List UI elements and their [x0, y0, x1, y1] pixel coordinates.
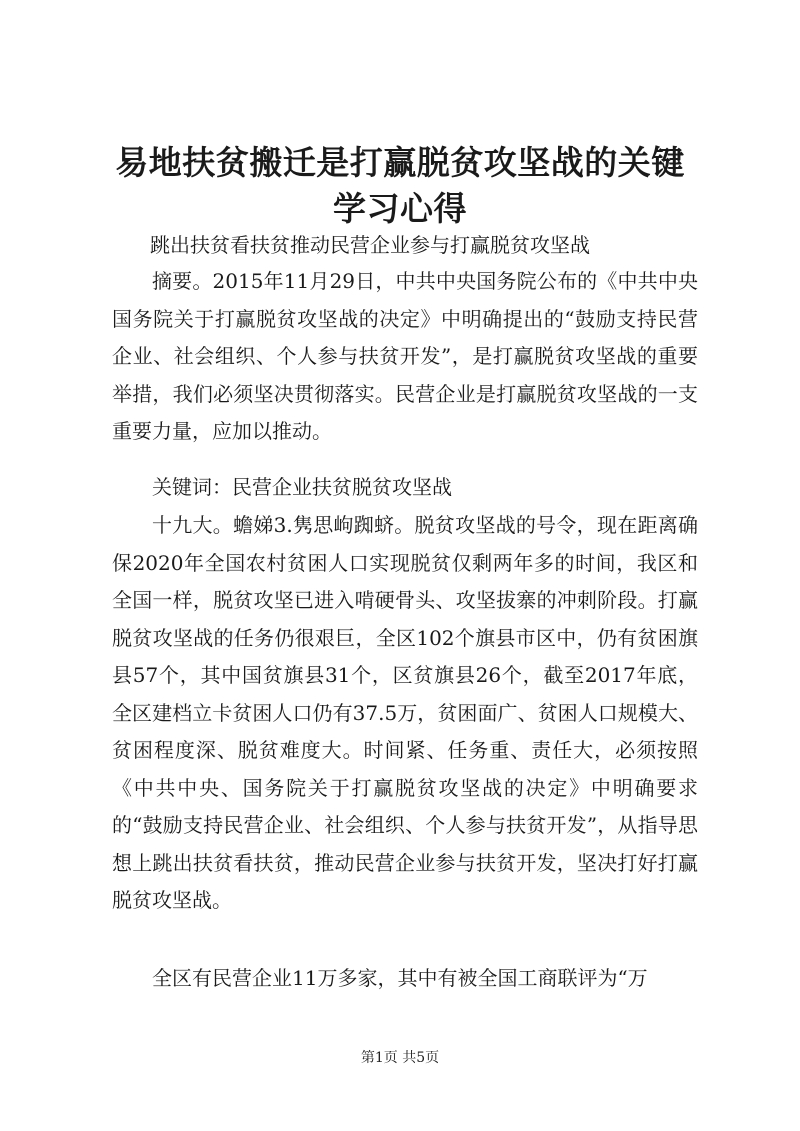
abstract-paragraph: 摘要。2015年11月29日，中共中央国务院公布的《中共中央国务院关于打赢脱贫攻坚战的决定》中明确提出的“鼓励支持民营企业、社会组织、个人参与扶贫开发”，是打赢脱贫攻坚战的重要举措，我们必须坚决贯彻落实。民营企业是打赢脱贫攻坚战的一支重要力量，应加以推动。 [112, 269, 698, 443]
document-title: 易地扶贫搬迁是打赢脱贫攻坚战的关键学习心得 [115, 143, 685, 228]
keywords-paragraph: 关键词：民营企业扶贫脱贫攻坚战 [152, 475, 452, 499]
page-footer: 第1页 共5页 [360, 1050, 440, 1066]
document-subtitle: 跳出扶贫看扶贫推动民营企业参与打赢脱贫攻坚战 [150, 233, 590, 257]
main-paragraph: 十九大。蟾娣3.隽思岣踟蛴。脱贫攻坚战的号令，现在距离确保2020年全国农村贫困人口实现脱贫仅剩两年多的时间，我区和全国一样，脱贫攻坚已进入啃硬骨头、攻坚拔寨的冲刺阶段。打赢脱贫攻坚战的任务仍很艰巨，全区102个旗县市区中，仍有贫困旗县57个，其中国贫旗县31个，区贫旗县26个，截至2017年底，全区建档立卡贫困人口仍有37.5万，贫困面广、贫困人口规模大、贫困程度深、脱贫难度大。时间紧、任务重、责任大，必须按照《中共中央、国务院关于打赢脱贫攻坚战的决定》中明确要求的“鼓励支持民营企业、社会组织、个人参与扶贫开发”，从指导思想上跳出扶贫看扶贫，推动民营企业参与扶贫开发，坚决打好打赢脱贫攻坚战。 [112, 513, 698, 912]
last-paragraph: 全区有民营企业11万多家，其中有被全国工商联评为“万 [152, 966, 648, 990]
